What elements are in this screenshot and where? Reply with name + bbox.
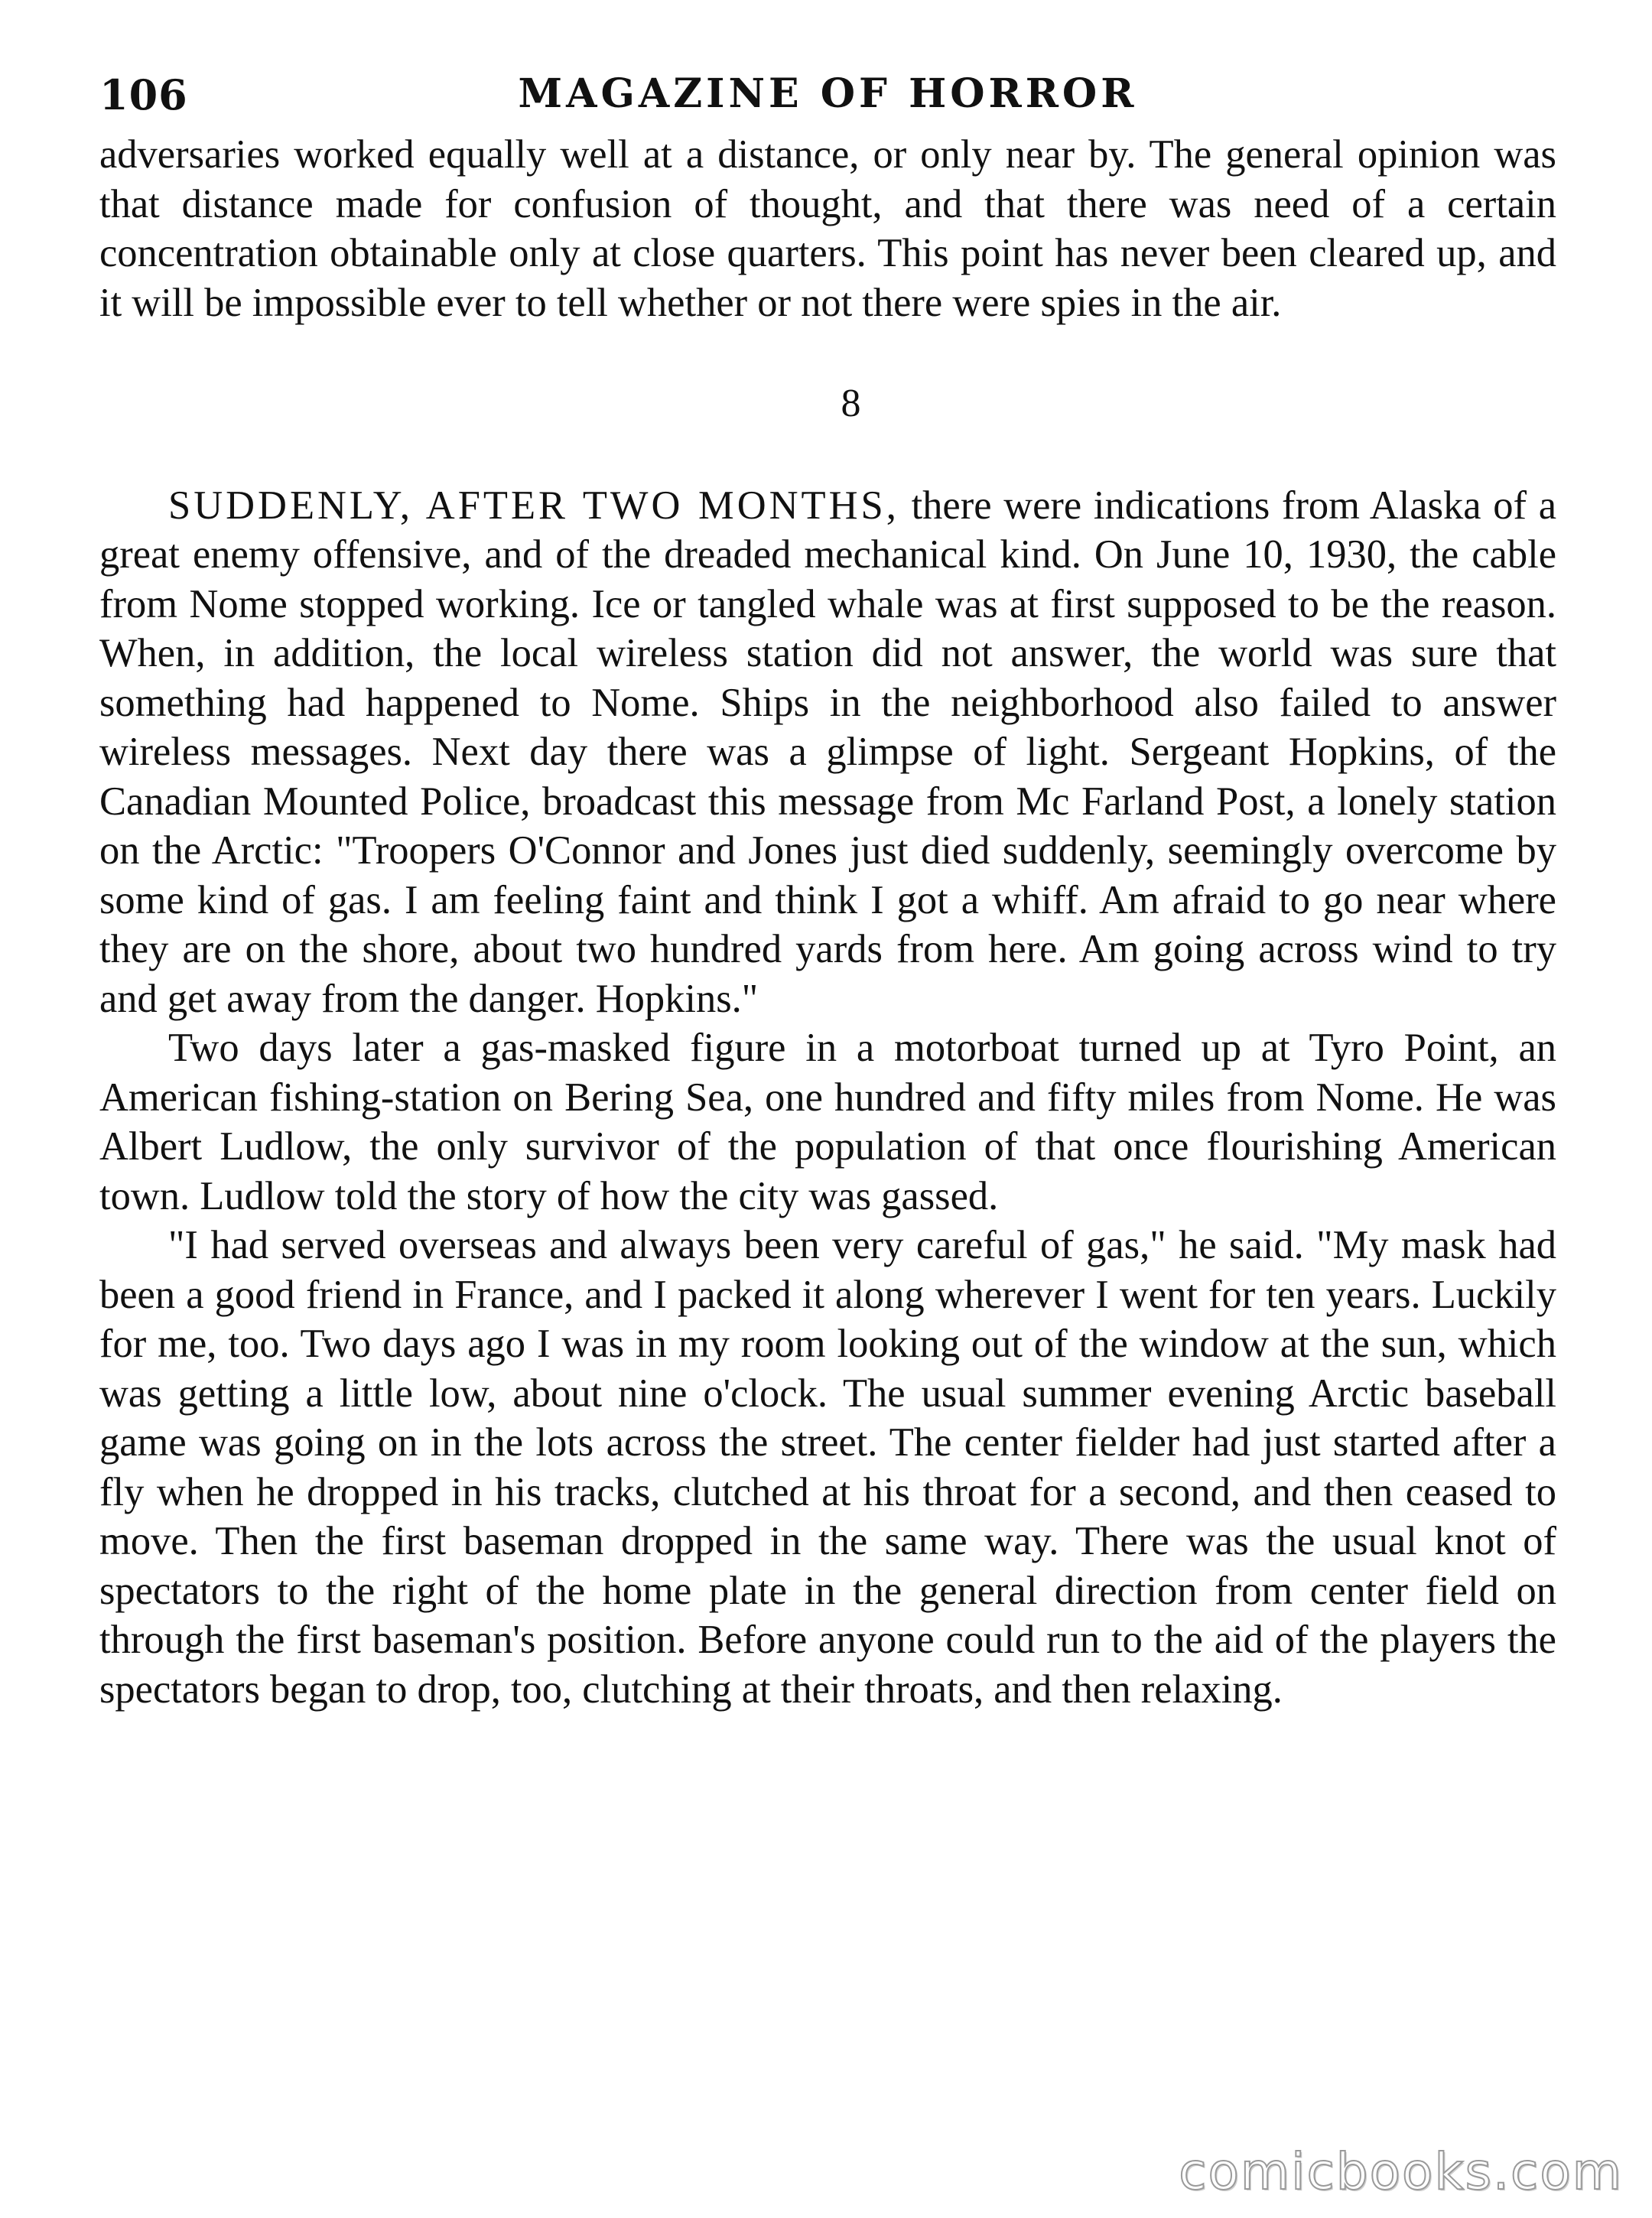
paragraph: "I had served overseas and always been very careful of gas," he said. "My mask had been a good friend in France, and I packed it along wherever I went for ten years. Luckily for me, too. Two days ago I was in my room looking out of the window at the sun, which was getting a little low, about nine o'clock. The usual summer evening Arctic baseball game was going on in the lots across the street. The center fielder had just started after a fly when he dropped in his tracks, clutched at his throat for a second, and then ceased to move. Then the first baseman dropped in the same way. There was the usual knot of spectators to the right of the home plate in the general direction from center field on through the first baseman's position. Before anyone could run to the aid of the players the spectators began to drop, too, clutching at their throats, and then relaxing. bbox=[99, 1223, 1556, 1712]
paragraph-continued: adversaries worked equally well at a distance, or only near by. The general opinion was that distance made for confusion of thought, and that there was need of a certain concentration obtainable only at close quarters. This point has never been cleared up, and it will be impossible ever to tell whether or not there were spies in the air. bbox=[99, 132, 1556, 325]
article-body bbox=[99, 130, 1556, 1714]
paragraph: Two days later a gas-masked figure in a motorboat turned up at Tyro Point, an American fishing-station on Bering Sea, one hundred and fifty miles from Nome. He was Albert Ludlow, the only survivor of the population of that once flourishing American town. Ludlow told the story of how the city was gassed. bbox=[99, 1026, 1556, 1218]
paragraph-text: there were indications from Alaska of a great enemy offensive, and of the dreaded mechanical kind. On June 10, 1930, the cable from Nome stopped working. Ice or tangled whale was at first supposed to be the reason. When, in addition, the local wireless station did not answer, the world was sure that something had happened to Nome. Ships in the neighborhood also failed to answer wireless messages. Next day there was a glimpse of light. Sergeant Hopkins, of the Canadian Mounted Police, broadcast this message from Mc Farland Post, a lonely station on the Arctic: "Troopers O'Connor and Jones just died suddenly, seemingly overcome by some kind of gas. I am feeling faint and think I got a whiff. Am afraid to go near where they are on the shore, about two hundred yards from here. Am going across wind to try and get away from the danger. Hopkins." bbox=[99, 483, 1557, 1021]
book-page bbox=[99, 61, 1556, 1714]
page-number: 106 bbox=[99, 70, 188, 119]
page-header bbox=[99, 61, 1556, 130]
paragraph-section-opening bbox=[99, 481, 1556, 1024]
watermark-logo: comicbooks.com bbox=[1179, 2142, 1623, 2201]
running-title: MAGAZINE OF HORROR bbox=[518, 70, 1138, 117]
section-number: 8 bbox=[841, 382, 861, 425]
lead-in-caps: SUDDENLY, AFTER TWO MONTHS, bbox=[168, 483, 899, 528]
